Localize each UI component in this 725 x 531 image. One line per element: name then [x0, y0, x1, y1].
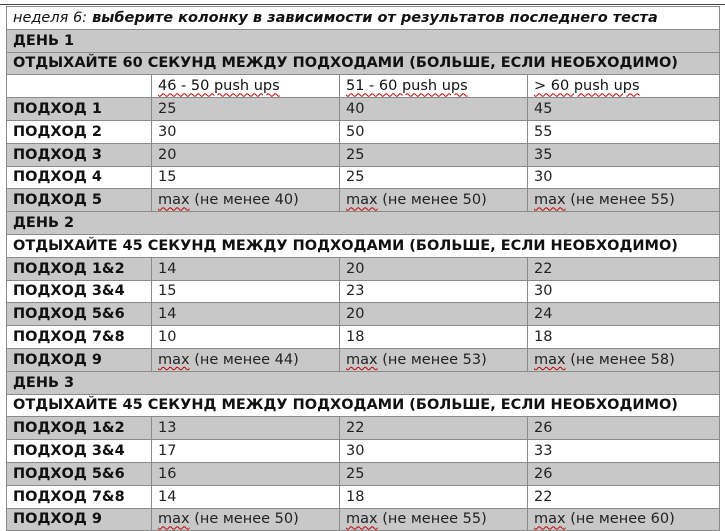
- set-value: 23: [340, 280, 528, 303]
- column-header: [152, 75, 340, 98]
- rest-instruction-row: [7, 52, 720, 75]
- set-value: 22: [528, 485, 720, 508]
- set-label: ПОДХОД 5&6: [7, 462, 152, 485]
- set-value: [340, 508, 528, 531]
- max-note: (не менее 40): [189, 192, 299, 209]
- max-note: (не менее 50): [189, 511, 299, 528]
- set-value: 14: [152, 485, 340, 508]
- rest-instruction: ОТДЫХАЙТЕ 45 СЕКУНД МЕЖДУ ПОДХОДАМИ (БОЛЬШЕ, ЕСЛИ НЕОБХОДИМО): [7, 394, 720, 417]
- max-note: (не менее 50): [377, 192, 487, 209]
- set-value: 45: [528, 98, 720, 121]
- plan-table-body: [7, 7, 720, 531]
- set-value: [340, 348, 528, 371]
- day-header-row: [7, 371, 720, 394]
- previous-page-edge: [0, 0, 725, 5]
- set-value: 24: [528, 303, 720, 326]
- set-value: 16: [152, 462, 340, 485]
- set-value: 26: [528, 462, 720, 485]
- set-value: [152, 189, 340, 212]
- week-title-text: выберите колонку в зависимости от результатов последнего теста: [87, 9, 658, 26]
- set-value: 13: [152, 417, 340, 440]
- max-word: max: [346, 192, 378, 209]
- set-value: 20: [152, 143, 340, 166]
- set-row: [7, 462, 720, 485]
- max-note: (не менее 53): [377, 351, 487, 368]
- day-label: ДЕНЬ 3: [7, 371, 720, 394]
- set-value: 20: [340, 257, 528, 280]
- set-row: [7, 303, 720, 326]
- set-value: 15: [152, 280, 340, 303]
- rest-instruction-row: [7, 394, 720, 417]
- set-value: [152, 348, 340, 371]
- set-value: 25: [340, 166, 528, 189]
- set-value: 18: [340, 485, 528, 508]
- max-note: (не менее 44): [189, 351, 299, 368]
- set-row: [7, 440, 720, 463]
- set-label: ПОДХОД 1&2: [7, 257, 152, 280]
- set-label: ПОДХОД 7&8: [7, 485, 152, 508]
- set-value: 30: [528, 280, 720, 303]
- max-word: max: [534, 192, 566, 209]
- set-label: ПОДХОД 3&4: [7, 440, 152, 463]
- max-note: (не менее 55): [377, 511, 487, 528]
- column-header: [340, 75, 528, 98]
- set-row: [7, 280, 720, 303]
- pushup-plan-table: [6, 6, 720, 531]
- max-note: (не менее 58): [565, 351, 675, 368]
- set-row: [7, 485, 720, 508]
- max-word: max: [158, 351, 190, 368]
- max-word: max: [158, 511, 190, 528]
- set-value: 14: [152, 257, 340, 280]
- set-row: [7, 348, 720, 371]
- set-value: 30: [340, 440, 528, 463]
- max-note: (не менее 60): [565, 511, 675, 528]
- column-header-text: 46 - 50 push ups: [158, 78, 280, 95]
- rest-instruction-row: [7, 234, 720, 257]
- set-row: [7, 120, 720, 143]
- set-value: [152, 508, 340, 531]
- set-row: [7, 189, 720, 212]
- set-value: 33: [528, 440, 720, 463]
- day-header-row: [7, 212, 720, 235]
- set-row: [7, 98, 720, 121]
- column-header: [528, 75, 720, 98]
- max-word: max: [346, 351, 378, 368]
- set-value: 17: [152, 440, 340, 463]
- set-row: [7, 417, 720, 440]
- set-value: [528, 508, 720, 531]
- set-value: 26: [528, 417, 720, 440]
- set-label: ПОДХОД 1&2: [7, 417, 152, 440]
- set-value: 22: [528, 257, 720, 280]
- set-value: 40: [340, 98, 528, 121]
- week-title: [7, 7, 720, 30]
- set-value: 25: [152, 98, 340, 121]
- set-value: 22: [340, 417, 528, 440]
- set-value: 55: [528, 120, 720, 143]
- max-word: max: [346, 511, 378, 528]
- set-value: [528, 348, 720, 371]
- set-row: [7, 166, 720, 189]
- set-label: ПОДХОД 1: [7, 98, 152, 121]
- set-value: [340, 189, 528, 212]
- week-title-prefix: неделя 6:: [13, 9, 88, 26]
- set-value: 50: [340, 120, 528, 143]
- set-value: 18: [340, 326, 528, 349]
- max-word: max: [534, 351, 566, 368]
- week-title-row: [7, 7, 720, 30]
- set-value: 25: [340, 143, 528, 166]
- set-row: [7, 257, 720, 280]
- rest-instruction: ОТДЫХАЙТЕ 45 СЕКУНД МЕЖДУ ПОДХОДАМИ (БОЛЬШЕ, ЕСЛИ НЕОБХОДИМО): [7, 234, 720, 257]
- day-label: ДЕНЬ 1: [7, 29, 720, 52]
- set-value: 30: [528, 166, 720, 189]
- set-value: 10: [152, 326, 340, 349]
- set-label: ПОДХОД 5: [7, 189, 152, 212]
- set-label: ПОДХОД 5&6: [7, 303, 152, 326]
- set-value: 18: [528, 326, 720, 349]
- set-label: ПОДХОД 7&8: [7, 326, 152, 349]
- set-label: ПОДХОД 3: [7, 143, 152, 166]
- set-value: 15: [152, 166, 340, 189]
- set-value: [528, 189, 720, 212]
- set-label: ПОДХОД 3&4: [7, 280, 152, 303]
- set-label: ПОДХОД 9: [7, 348, 152, 371]
- set-value: 35: [528, 143, 720, 166]
- max-note: (не менее 55): [565, 192, 675, 209]
- set-value: 30: [152, 120, 340, 143]
- set-row: [7, 508, 720, 531]
- set-label: ПОДХОД 2: [7, 120, 152, 143]
- set-row: [7, 143, 720, 166]
- day-header-row: [7, 29, 720, 52]
- set-value: 20: [340, 303, 528, 326]
- set-value: 25: [340, 462, 528, 485]
- column-header-empty: [7, 75, 152, 98]
- column-header-row: [7, 75, 720, 98]
- set-label: ПОДХОД 4: [7, 166, 152, 189]
- max-word: max: [534, 511, 566, 528]
- max-word: max: [158, 192, 190, 209]
- set-label: ПОДХОД 9: [7, 508, 152, 531]
- set-row: [7, 326, 720, 349]
- set-value: 14: [152, 303, 340, 326]
- rest-instruction: ОТДЫХАЙТЕ 60 СЕКУНД МЕЖДУ ПОДХОДАМИ (БОЛЬШЕ, ЕСЛИ НЕОБХОДИМО): [7, 52, 720, 75]
- column-header-text: > 60 push ups: [534, 78, 640, 95]
- day-label: ДЕНЬ 2: [7, 212, 720, 235]
- column-header-text: 51 - 60 push ups: [346, 78, 468, 95]
